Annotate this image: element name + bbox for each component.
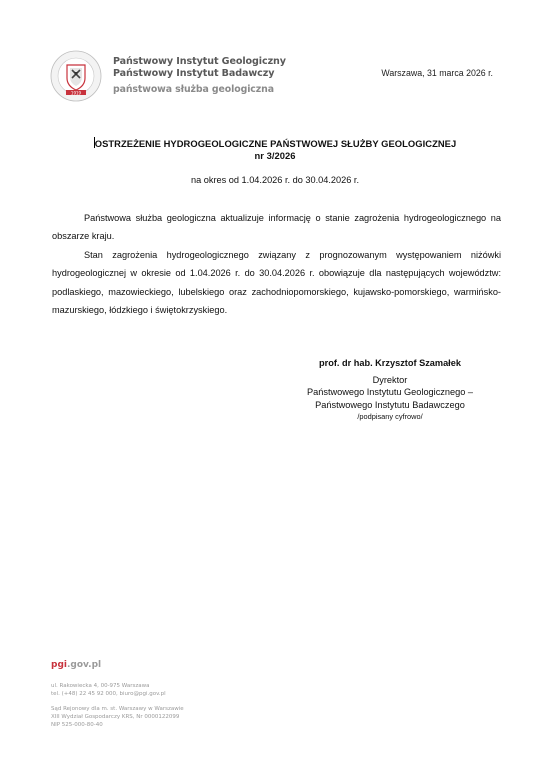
org-line-2: Państwowy Instytut Badawczy: [113, 68, 275, 79]
signatory-institution-2: Państwowego Instytutu Badawczego: [315, 399, 465, 410]
org-line-1: Państwowy Instytut Geologiczny: [113, 56, 286, 67]
logo-year: 1919: [70, 90, 82, 96]
signatory-institution-1: Państwowego Instytutu Geologicznego –: [307, 387, 473, 397]
footer-contact: tel. (+48) 22 45 92 000, biuro@pgi.gov.pl: [51, 691, 166, 697]
place-date: Warszawa, 31 marca 2026 r.: [381, 68, 493, 78]
signatory-role: Dyrektor: [372, 374, 408, 385]
site-prefix: pgi: [51, 660, 67, 670]
paragraph-2: Stan zagrożenia hydrogeologicznego związany z prognozowanym występowaniem niżówki hydrogeologicznej w okresie od 1.04.2026 r. do 30.04.2026 r. obowiązuje dla następujących województw: podlaskiego, mazowieckiego, lubelskiego oraz zachodniopomorskiego, kujawsko-pomorskiego, warmińsko-mazurskiego, łódzkiego i świętokrzyskiego.: [52, 250, 501, 315]
paragraph-1: Państwowa służba geologiczna aktualizuje informację o stanie zagrożenia hydrogeologicznego na obszarze kraju.: [52, 213, 501, 242]
footer-court: Sąd Rejonowy dla m. st. Warszawy w Warszawie: [51, 706, 184, 712]
signature-block: [300, 357, 480, 422]
document-title: [0, 137, 550, 149]
footer-website: [51, 660, 184, 670]
document-period: na okres od 1.04.2026 r. do 30.04.2026 r.: [190, 175, 360, 185]
footer-nip: NIP 525-000-80-40: [51, 722, 103, 728]
site-suffix: .gov.pl: [66, 660, 102, 670]
footer-address: ul. Rakowiecka 4, 00-975 Warszawa: [51, 683, 150, 689]
signatory-name: prof. dr hab. Krzysztof Szamałek: [319, 358, 461, 368]
document-number: nr 3/2026: [254, 150, 296, 161]
pgi-logo: [50, 50, 102, 102]
signed-note: /podpisany cyfrowo/: [357, 412, 423, 421]
footer: [51, 660, 184, 729]
organization-name: [113, 56, 286, 95]
footer-krs: XIII Wydział Gospodarczy KRS, Nr 0000122099: [51, 714, 180, 720]
document-title-text: OSTRZEŻENIE HYDROGEOLOGICZNE PAŃSTWOWEJ SŁUŻBY GEOLOGICZNEJ: [94, 138, 457, 149]
org-line-3: państwowa służba geologiczna: [113, 84, 274, 95]
